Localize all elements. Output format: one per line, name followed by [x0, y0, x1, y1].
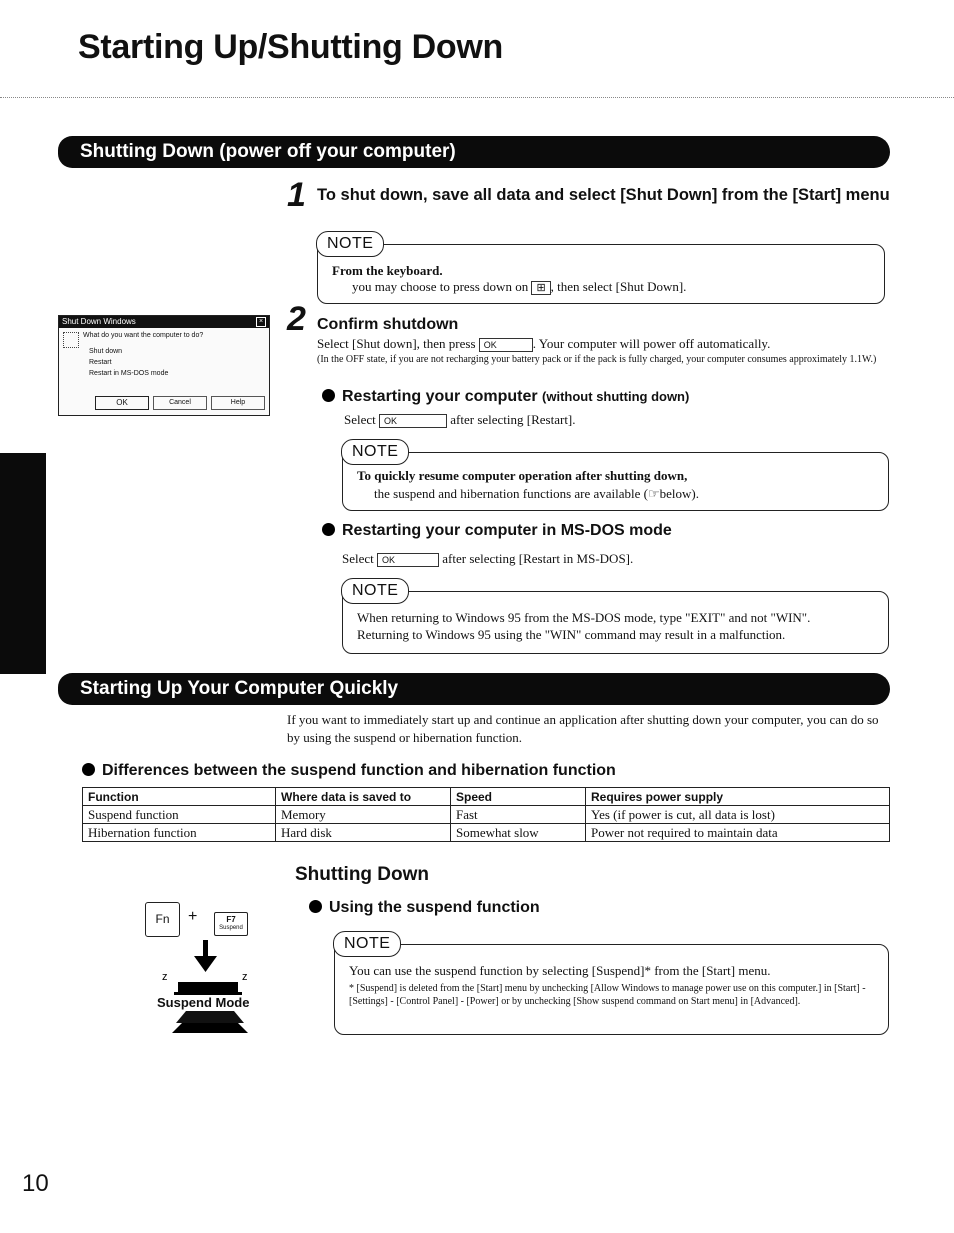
- dialog-options: [89, 346, 168, 379]
- table-row: [83, 824, 890, 842]
- bullet-icon: [322, 523, 335, 536]
- column-header: Function: [83, 788, 276, 806]
- section-bar-shutting-down: Shutting Down (power off your computer): [58, 136, 890, 168]
- note-text: the suspend and hibernation functions are available (☞below).: [374, 486, 699, 501]
- note-heading: To quickly resume computer operation after shutting down,: [357, 468, 688, 483]
- note-badge: NOTE: [341, 439, 409, 465]
- note-text-after: , then select [Shut Down].: [550, 279, 687, 294]
- step-2-power-note: (In the OFF state, if you are not recharging your battery pack or if the pack is fully charged, your computer consumes approximately 1.1W.): [317, 354, 877, 365]
- table-cell: Hibernation function: [83, 824, 276, 842]
- f7-key-sublabel: Suspend: [219, 925, 243, 931]
- comparison-table: [82, 787, 890, 842]
- restart-heading-text: Restarting your computer: [342, 388, 538, 405]
- note-heading: From the keyboard.: [332, 263, 443, 278]
- table-cell: Yes (if power is cut, all data is lost): [586, 806, 890, 824]
- note-line-1: You can use the suspend function by selecting [Suspend]* from the [Start] menu.: [349, 963, 771, 978]
- bullet-icon: [309, 900, 322, 913]
- bullet-icon: [322, 389, 335, 402]
- page-title: Starting Up/Shutting Down: [78, 28, 503, 66]
- section-2-intro: If you want to immediately start up and continue an application after shutting down your computer, you can do so by using the suspend or hibernation function.: [287, 712, 879, 745]
- laptop-sleep-icon: [160, 968, 260, 998]
- table-cell: Power not required to maintain data: [586, 824, 890, 842]
- differences-heading-text: Differences between the suspend function and hibernation function: [102, 762, 616, 779]
- step-2-text-after: . Your computer will power off automatically.: [532, 336, 771, 351]
- restart-text-after: after selecting [Restart].: [450, 412, 576, 427]
- plus-sign: +: [188, 908, 198, 925]
- svg-text:z: z: [162, 971, 168, 983]
- ok-key-icon: OK: [379, 414, 447, 428]
- table-cell: Suspend function: [83, 806, 276, 824]
- note-box-keyboard: [317, 235, 885, 304]
- step-number-2: 2: [287, 300, 306, 338]
- column-header: Requires power supply: [586, 788, 890, 806]
- table-cell: Hard disk: [276, 824, 451, 842]
- laptop-closed-icon: [172, 1011, 248, 1033]
- suspend-subheading-text: Using the suspend function: [329, 899, 540, 916]
- option-shut-down[interactable]: Shut down: [89, 348, 123, 355]
- section-bar-starting-up: Starting Up Your Computer Quickly: [58, 673, 890, 705]
- close-icon[interactable]: ×: [256, 317, 266, 327]
- dialog-prompt: What do you want the computer to do?: [83, 332, 204, 339]
- step-2-text-before: Select [Shut down], then press: [317, 336, 476, 351]
- dialog-cancel-button[interactable]: Cancel: [153, 396, 207, 410]
- note-badge: NOTE: [333, 931, 401, 957]
- note-line-2: Returning to Windows 95 using the "WIN" command may result in a malfunction.: [357, 627, 786, 642]
- msdos-text-after: after selecting [Restart in MS-DOS].: [442, 551, 634, 566]
- note-text-before: you may choose to press down on: [352, 279, 529, 294]
- computer-icon: [63, 332, 79, 348]
- bullet-icon: [82, 763, 95, 776]
- shutdown-dialog: [58, 315, 270, 416]
- msdos-text-before: Select: [342, 551, 374, 566]
- option-restart[interactable]: Restart: [89, 359, 112, 366]
- note-footnote: * [Suspend] is deleted from the [Start] menu by unchecking [Allow Windows to manage power use on this computer.] in [Start] - [Settings] - [Control Panel] - [Power] or by unchecking [Show suspend command on Start menu] in [Advanced].: [349, 983, 866, 1007]
- suspend-mode-label: Suspend Mode: [157, 995, 250, 1010]
- table-cell: Fast: [451, 806, 586, 824]
- svg-text:z: z: [242, 971, 248, 983]
- title-rule: [0, 85, 954, 98]
- fn-key-icon: Fn: [145, 902, 180, 937]
- column-header: Where data is saved to: [276, 788, 451, 806]
- restart-heading: [322, 388, 689, 406]
- step-number-1: 1: [287, 176, 306, 214]
- table-cell: Somewhat slow: [451, 824, 586, 842]
- step-2-text: [317, 336, 770, 352]
- option-restart-msdos[interactable]: Restart in MS-DOS mode: [89, 370, 169, 377]
- dialog-help-button[interactable]: Help: [211, 396, 265, 410]
- ok-key-icon: OK: [377, 553, 439, 567]
- chapter-side-tab: [0, 453, 46, 674]
- table-row: [83, 806, 890, 824]
- f7-key-icon: [214, 912, 248, 936]
- table-header-row: [83, 788, 890, 806]
- shutting-down-heading: Shutting Down: [295, 864, 430, 885]
- step-1-heading: To shut down, save all data and select [Shut Down] from the [Start] menu: [317, 186, 890, 204]
- note-badge: NOTE: [316, 231, 384, 257]
- step-2-heading: Confirm shutdown: [317, 316, 459, 333]
- dialog-titlebar: [59, 316, 269, 328]
- note-box-msdos: [342, 582, 889, 654]
- msdos-heading: [322, 522, 672, 540]
- restart-text: [344, 412, 576, 428]
- page-number: 10: [22, 1170, 49, 1197]
- differences-heading: [82, 762, 616, 780]
- dialog-title: Shut Down Windows: [62, 317, 136, 326]
- note-box-resume: [342, 443, 889, 511]
- note-line-1: When returning to Windows 95 from the MS-DOS mode, type "EXIT" and not "WIN".: [357, 610, 811, 625]
- note-badge: NOTE: [341, 578, 409, 604]
- ok-key-icon: OK: [479, 338, 533, 352]
- restart-text-before: Select: [344, 412, 376, 427]
- note-text: [352, 279, 686, 295]
- column-header: Speed: [451, 788, 586, 806]
- f7-key-label: F7: [226, 915, 236, 924]
- note-box-suspend: [334, 935, 889, 1035]
- restart-heading-suffix: (without shutting down): [542, 389, 690, 404]
- table-cell: Memory: [276, 806, 451, 824]
- msdos-text: [342, 551, 633, 567]
- msdos-heading-text: Restarting your computer in MS-DOS mode: [342, 522, 672, 539]
- windows-key-icon: ⊞: [531, 281, 550, 295]
- suspend-subheading: [309, 899, 540, 917]
- dialog-ok-button[interactable]: OK: [95, 396, 149, 410]
